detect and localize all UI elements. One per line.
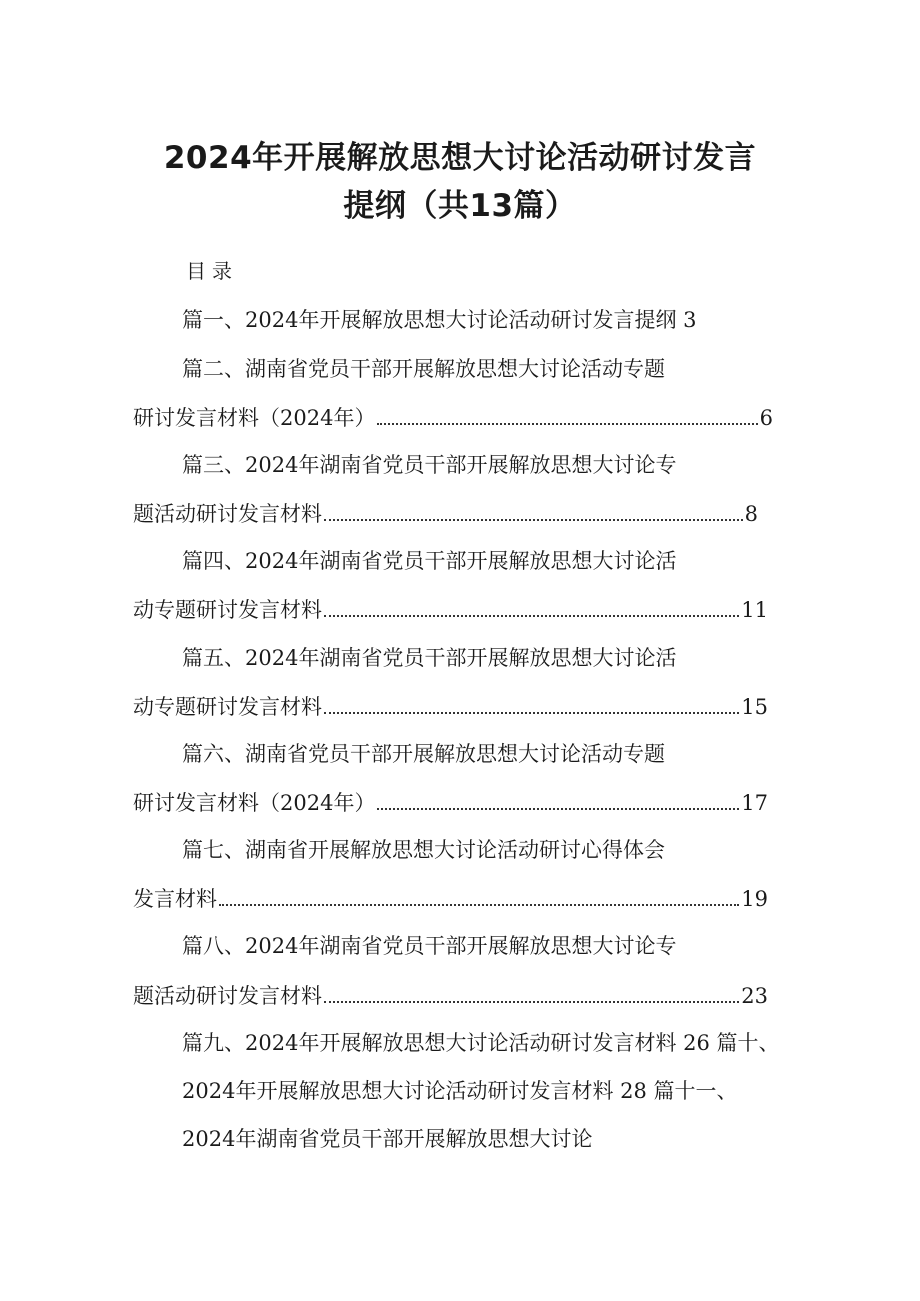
toc-entry-7-line-2[interactable] xyxy=(133,884,768,912)
document-title-line-2: 提纲（共13篇） xyxy=(343,188,577,224)
toc-entry-8-page: 23 xyxy=(741,984,768,1008)
toc-leader-dots xyxy=(324,981,739,1003)
toc-entry-4-text: 动专题研讨发言材料 xyxy=(133,598,322,622)
toc-entry-2-text: 研讨发言材料（2024年） xyxy=(133,406,376,430)
toc-leader-dots xyxy=(324,595,739,617)
toc-entry-2-line-1[interactable]: 篇二、湖南省党员干部开展解放思想大讨论活动专题 xyxy=(182,357,665,381)
toc-entry-8-line-2[interactable] xyxy=(133,981,768,1009)
toc-entry-3-line-1[interactable]: 篇三、2024年湖南省党员干部开展解放思想大讨论专 xyxy=(182,453,677,477)
document-title-line-1: 2024年开展解放思想大讨论活动研讨发言 xyxy=(163,140,757,176)
toc-entry-4-line-2[interactable] xyxy=(133,595,768,623)
toc-leader-dots xyxy=(377,788,739,810)
toc-entry-2-page: 6 xyxy=(759,406,773,430)
toc-entry-5-page: 15 xyxy=(741,695,768,719)
toc-entry-7-line-1[interactable]: 篇七、湖南省开展解放思想大讨论活动研讨心得体会 xyxy=(182,838,665,862)
toc-entry-7-page: 19 xyxy=(741,887,768,911)
toc-entry-3-text: 题活动研讨发言材料 xyxy=(133,502,322,526)
toc-tail-line-3[interactable]: 2024年湖南省党员干部开展解放思想大讨论 xyxy=(182,1127,593,1151)
toc-leader-dots xyxy=(377,403,757,425)
toc-tail-line-2[interactable]: 2024年开展解放思想大讨论活动研讨发言材料 28 篇十一、 xyxy=(182,1079,738,1103)
toc-entry-8-text: 题活动研讨发言材料 xyxy=(133,984,322,1008)
toc-entry-7-text: 发言材料 xyxy=(133,887,217,911)
toc-entry-6-line-1[interactable]: 篇六、湖南省党员干部开展解放思想大讨论活动专题 xyxy=(182,742,665,766)
toc-entry-8-line-1[interactable]: 篇八、2024年湖南省党员干部开展解放思想大讨论专 xyxy=(182,934,677,958)
toc-entry-6-page: 17 xyxy=(741,791,768,815)
toc-entry-2-line-2[interactable] xyxy=(133,403,773,431)
toc-entry-1[interactable]: 篇一、2024年开展解放思想大讨论活动研讨发言提纲 3 xyxy=(182,308,697,332)
toc-entry-4-page: 11 xyxy=(741,598,768,622)
toc-entry-6-line-2[interactable] xyxy=(133,788,768,816)
toc-leader-dots xyxy=(324,499,743,521)
toc-entry-5-text: 动专题研讨发言材料 xyxy=(133,695,322,719)
toc-entry-6-text: 研讨发言材料（2024年） xyxy=(133,791,376,815)
toc-entry-3-page: 8 xyxy=(744,502,758,526)
toc-entry-5-line-2[interactable] xyxy=(133,692,768,720)
toc-entry-3-line-2[interactable] xyxy=(133,499,758,527)
toc-leader-dots xyxy=(219,884,739,906)
toc-heading: 目录 xyxy=(186,259,238,283)
toc-entry-4-line-1[interactable]: 篇四、2024年湖南省党员干部开展解放思想大讨论活 xyxy=(182,549,677,573)
toc-leader-dots xyxy=(324,692,739,714)
toc-entry-5-line-1[interactable]: 篇五、2024年湖南省党员干部开展解放思想大讨论活 xyxy=(182,646,677,670)
toc-tail-line-1[interactable]: 篇九、2024年开展解放思想大讨论活动研讨发言材料 26 篇十、 xyxy=(182,1031,780,1055)
